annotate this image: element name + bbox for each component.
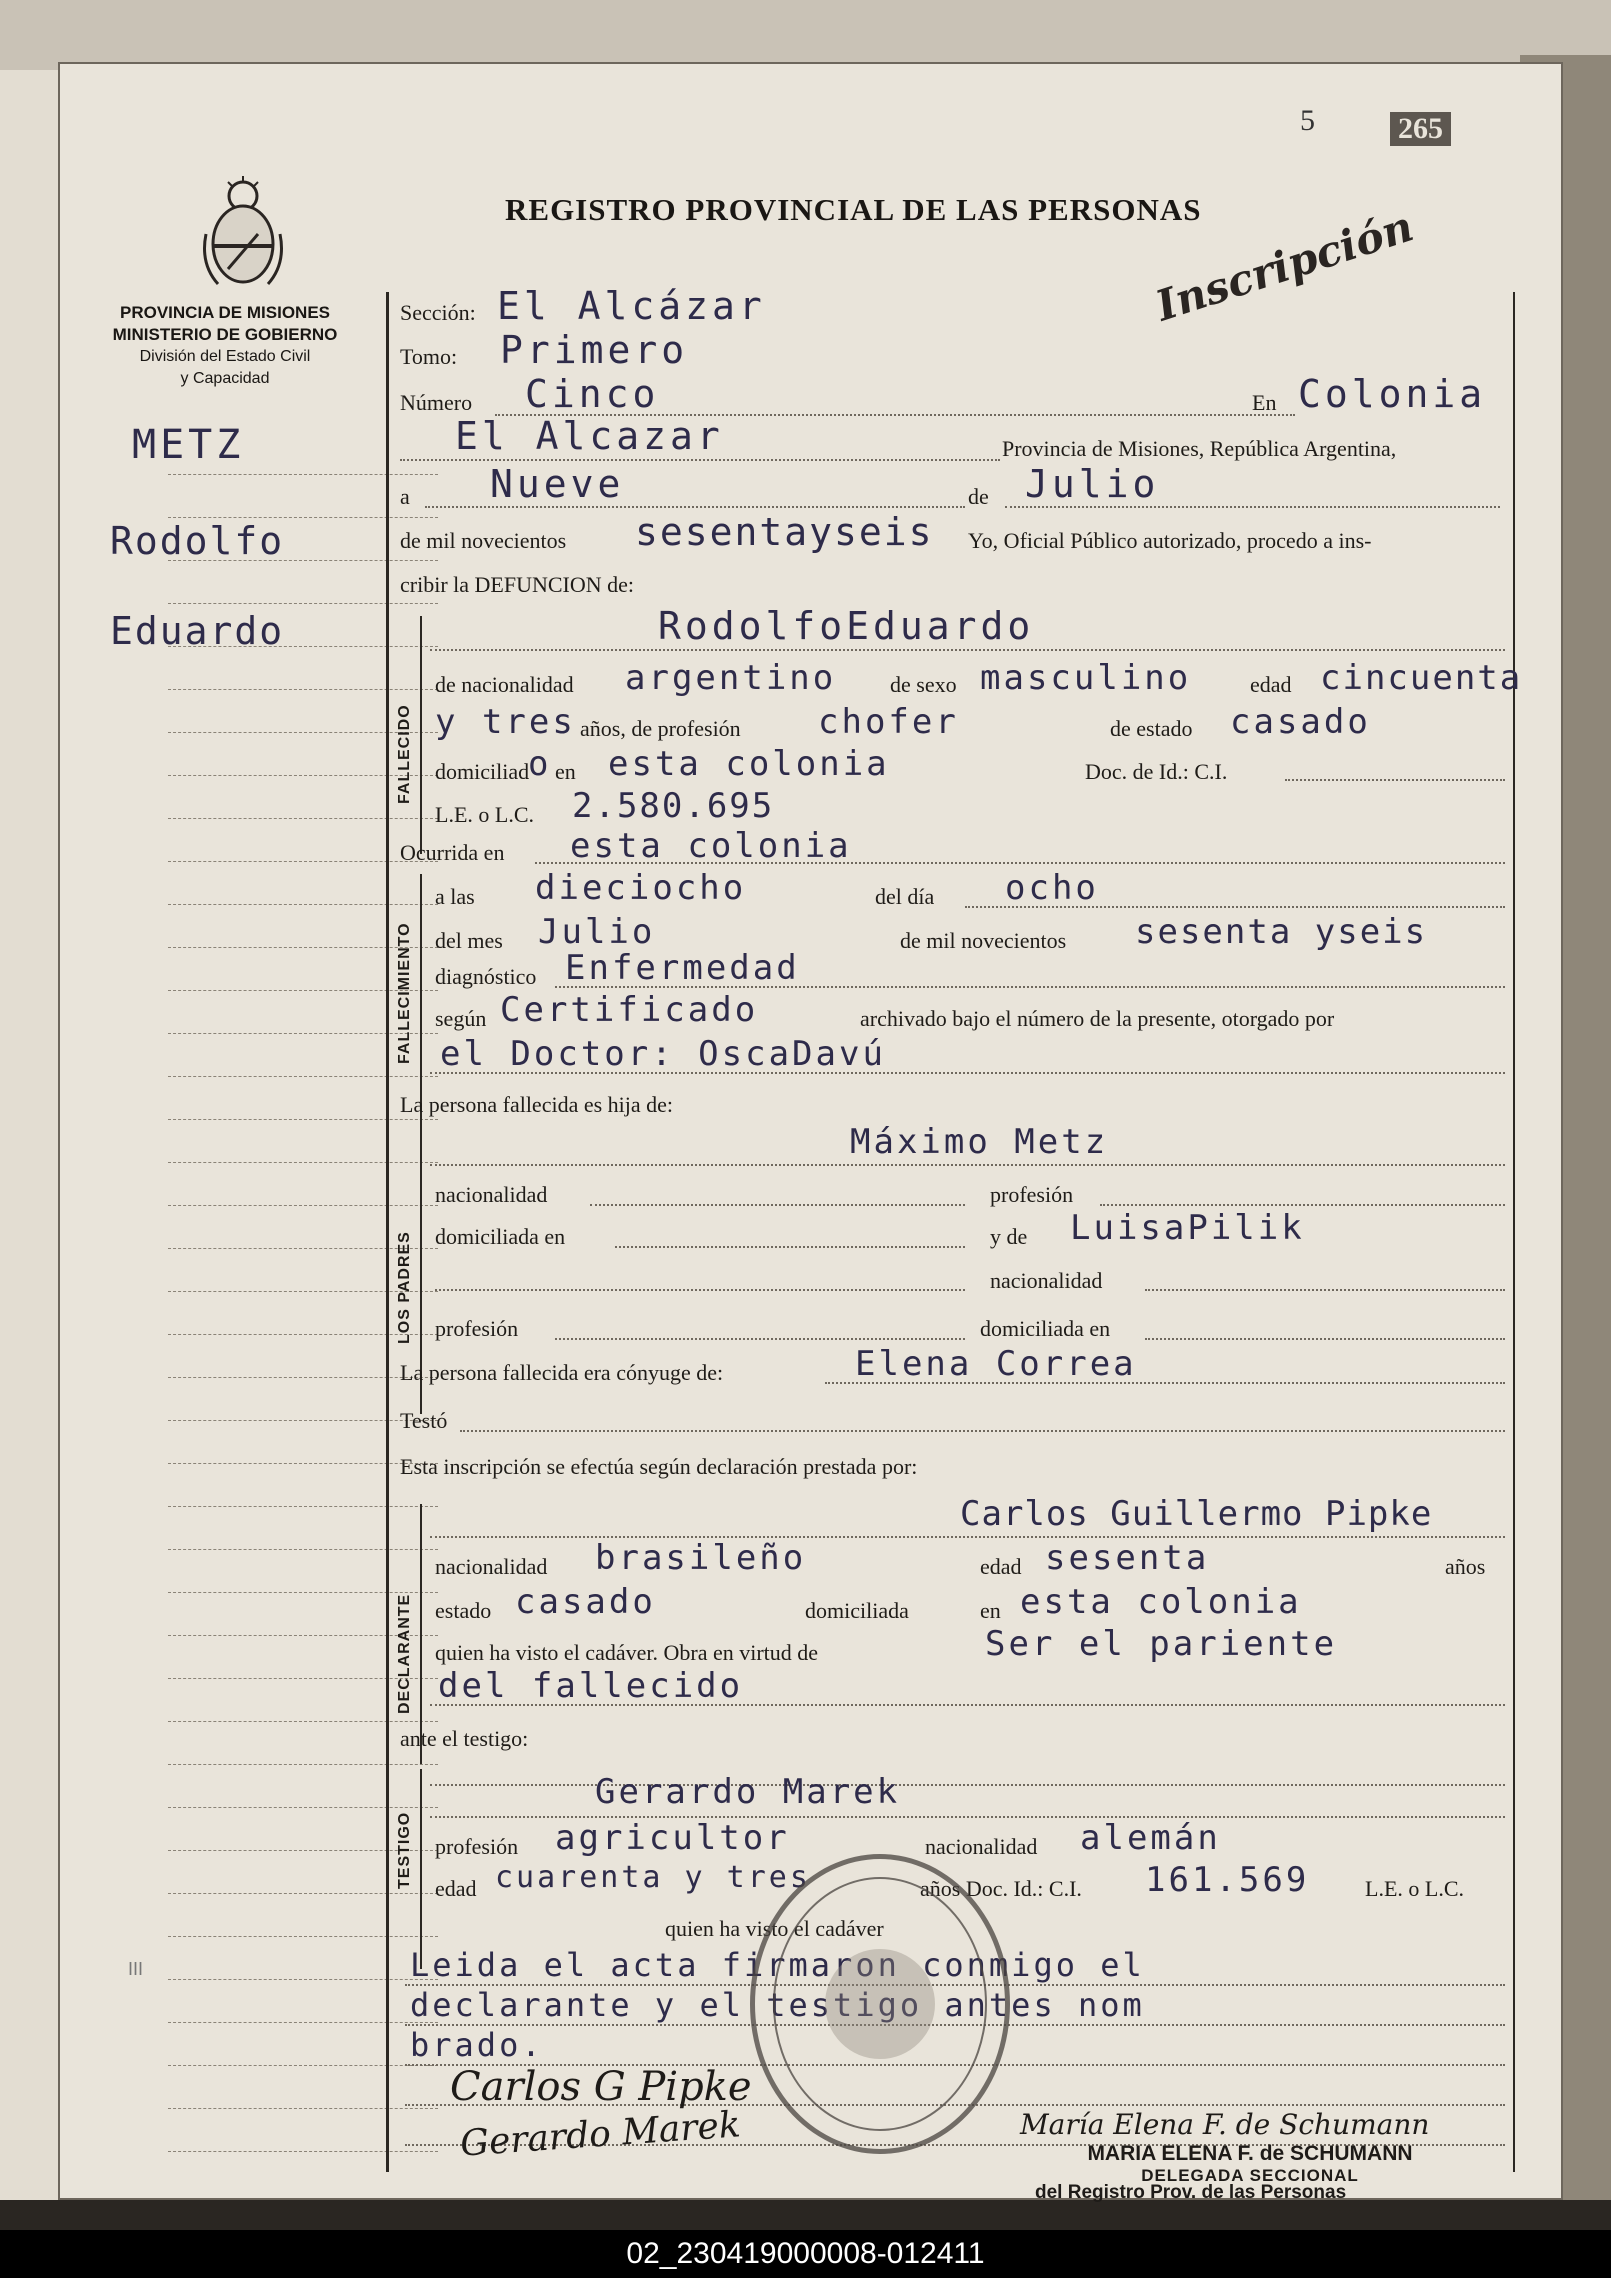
diagnostico-label: diagnóstico bbox=[435, 964, 537, 989]
margin-rule bbox=[168, 1979, 438, 1980]
padre-value: Máximo Metz bbox=[850, 1122, 1109, 1162]
lugar-value: El Alcazar bbox=[455, 414, 724, 458]
test-ci-value: 161.569 bbox=[1145, 1860, 1310, 1900]
de-label: de bbox=[968, 484, 989, 509]
testigo-name: Gerardo Marek bbox=[595, 1772, 901, 1812]
sexo-label: de sexo bbox=[890, 672, 957, 697]
page-number: 5 bbox=[1300, 104, 1315, 137]
ante-label: ante el testigo: bbox=[400, 1726, 529, 1751]
en-label: En bbox=[1252, 390, 1277, 415]
side-label-fallecimiento: FALLECIMIENTO bbox=[396, 922, 413, 1064]
signature-declarante: Carlos G Pipke bbox=[450, 2064, 752, 2110]
le-label: L.E. o L.C. bbox=[435, 802, 534, 827]
hija-label: La persona fallecida es hija de: bbox=[400, 1092, 674, 1117]
margin-rule bbox=[168, 2108, 438, 2109]
domicilio-o: o bbox=[528, 744, 552, 784]
decl-nacionalidad-label: nacionalidad bbox=[435, 1554, 548, 1579]
seccion-label: Sección: bbox=[400, 300, 476, 325]
doctor-value: el Doctor: OscaDavú bbox=[440, 1034, 886, 1074]
side-label-padres: LOS PADRES bbox=[396, 1231, 413, 1344]
anos-profesion-label: años, de profesión bbox=[580, 716, 741, 741]
le-value: 2.580.695 bbox=[572, 786, 775, 826]
document-page bbox=[58, 62, 1563, 2203]
test-profesion-label: profesión bbox=[435, 1834, 519, 1859]
margin-rule bbox=[168, 603, 438, 604]
segun-label: según bbox=[435, 1006, 487, 1031]
estado-label: de estado bbox=[1110, 716, 1193, 741]
margin-rule bbox=[168, 2022, 438, 2023]
official-seal-icon bbox=[750, 1854, 1010, 2154]
declarante-name: Carlos Guillermo Pipke bbox=[960, 1494, 1433, 1534]
testo-label: Testó bbox=[400, 1408, 448, 1433]
decl-virtud-value-2: del fallecido bbox=[438, 1666, 744, 1706]
inscripcion-annotation: Inscripción bbox=[1150, 201, 1420, 331]
decl-domicilio-label: domiciliada bbox=[805, 1598, 909, 1623]
margin-rule bbox=[168, 1119, 438, 1120]
en-label-2: en bbox=[555, 759, 576, 784]
oficial-label: Yo, Oficial Público autorizado, procedo a ins- bbox=[968, 528, 1372, 553]
test-profesion-value: agricultor bbox=[555, 1818, 790, 1858]
del-dia-label: del día bbox=[875, 884, 935, 909]
quien2-label: quien ha visto el cadáver bbox=[665, 1916, 884, 1941]
margin-surname: METZ bbox=[132, 422, 245, 468]
nacionalidad-value: argentino bbox=[625, 658, 837, 698]
padre-domicilio-label: domiciliada en bbox=[435, 1224, 566, 1249]
side-label-testigo: TESTIGO bbox=[396, 1811, 413, 1889]
margin-rule bbox=[168, 1506, 438, 1507]
margin-name-2: Eduardo bbox=[110, 609, 285, 653]
side-label-declarante: DECLARANTE bbox=[396, 1593, 413, 1714]
doc-label: Doc. de Id.: C.I. bbox=[1085, 759, 1228, 784]
hora-value: dieciocho bbox=[535, 868, 747, 908]
leida-line-3: brado. bbox=[410, 2026, 544, 2064]
decl-edad-value: sesenta bbox=[1045, 1538, 1210, 1578]
agency-capacity: y Capacidad bbox=[180, 370, 270, 387]
right-vertical-rule bbox=[1513, 292, 1515, 2172]
margin-rule bbox=[168, 861, 438, 862]
leida-line-1: Leida el acta firmaron conmigo el bbox=[410, 1946, 1145, 1984]
segun-value: Certificado bbox=[500, 990, 759, 1030]
tomo-value: Primero bbox=[500, 328, 689, 372]
nacionalidad-label: de nacionalidad bbox=[435, 672, 574, 697]
a-label: a bbox=[400, 484, 410, 509]
colonia-value: Colonia bbox=[1298, 372, 1487, 416]
edad-label: edad bbox=[1250, 672, 1292, 697]
conyuge-label: La persona fallecida era cónyuge de: bbox=[400, 1360, 724, 1385]
padre-profesion-label: profesión bbox=[990, 1182, 1074, 1207]
coat-of-arms-icon bbox=[198, 174, 288, 298]
madre-nacionalidad-label: nacionalidad bbox=[990, 1268, 1103, 1293]
leida-line-2: declarante y el testigo antes nom bbox=[410, 1986, 1145, 2024]
decl-anos-label: años bbox=[1445, 1554, 1486, 1579]
agency-division: División del Estado Civil bbox=[139, 348, 311, 365]
margin-name-1: Rodolfo bbox=[110, 519, 285, 563]
decl-estado-value: casado bbox=[515, 1582, 656, 1622]
decl-virtud-value: Ser el pariente bbox=[985, 1624, 1338, 1664]
image-caption: 02_230419000008-012411 bbox=[0, 2230, 1611, 2278]
sexo-value: masculino bbox=[980, 658, 1192, 698]
diagnostico-value: Enfermedad bbox=[565, 948, 800, 988]
test-doc-label: años Doc. Id.: C.I. bbox=[920, 1876, 1082, 1901]
margin-rule bbox=[168, 1205, 438, 1206]
margin-rule bbox=[168, 2065, 438, 2066]
decl-estado-label: estado bbox=[435, 1598, 492, 1623]
del-mes-label: del mes bbox=[435, 928, 503, 953]
quien-label: quien ha visto el cadáver. Obra en virtud de bbox=[435, 1640, 819, 1665]
anio-fall-value: sesenta yseis bbox=[1135, 912, 1428, 952]
margin-rule bbox=[168, 1377, 438, 1378]
test-edad-label: edad bbox=[435, 1876, 477, 1901]
margin-rule bbox=[168, 1463, 438, 1464]
margin-rule bbox=[168, 1076, 438, 1077]
dia-value: Nueve bbox=[490, 462, 625, 506]
margin-rule bbox=[168, 1893, 438, 1894]
official-org: del Registro Prov. de las Personas bbox=[1035, 2182, 1347, 2203]
test-nacionalidad-value: alemán bbox=[1080, 1818, 1221, 1858]
stamp-number: 265 bbox=[1390, 112, 1451, 146]
agency-province: PROVINCIA DE MISIONES bbox=[119, 303, 330, 322]
agency-ministry: MINISTERIO DE GOBIERNO bbox=[112, 325, 338, 344]
decl-nacionalidad-value: brasileño bbox=[595, 1538, 807, 1578]
decl-edad-label: edad bbox=[980, 1554, 1022, 1579]
test-le-label: L.E. o L.C. bbox=[1365, 1876, 1464, 1901]
test-edad-value: cuarenta y tres bbox=[495, 1860, 811, 1895]
numero-value: Cinco bbox=[525, 372, 660, 416]
provincia-label: Provincia de Misiones, República Argentina, bbox=[1002, 436, 1397, 461]
numero-label: Número bbox=[400, 390, 473, 415]
official-role: DELEGADA SECCIONAL bbox=[1141, 2166, 1359, 2185]
conyuge-value: Elena Correa bbox=[855, 1344, 1137, 1384]
side-label-fallecido: FALLECIDO bbox=[396, 704, 413, 804]
domicilio-value: esta colonia bbox=[608, 744, 890, 784]
cribir-label: cribir la DEFUNCION de: bbox=[400, 572, 635, 597]
margin-rule bbox=[168, 1162, 438, 1163]
estado-value: casado bbox=[1230, 702, 1371, 742]
ocurrida-label: Ocurrida en bbox=[400, 840, 505, 865]
ocurrida-value: esta colonia bbox=[570, 826, 852, 866]
de-mil-label-2: de mil novecientos bbox=[900, 928, 1067, 953]
margin-rule bbox=[168, 818, 438, 819]
padre-nacionalidad-label: nacionalidad bbox=[435, 1182, 548, 1207]
seccion-value: El Alcázar bbox=[497, 284, 766, 328]
margin-rule bbox=[168, 517, 438, 518]
official-name: MARIA ELENA F. de SCHUMANN bbox=[1087, 2142, 1413, 2165]
profesion-value: chofer bbox=[818, 702, 959, 742]
y-de-label: y de bbox=[990, 1224, 1028, 1249]
signature-testigo: Gerardo Marek bbox=[458, 2104, 742, 2165]
madre-domicilio-label: domiciliada en bbox=[980, 1316, 1111, 1341]
archivado-label: archivado bajo el número de la presente, otorgado por bbox=[860, 1006, 1335, 1031]
signature-official: María Elena F. de Schumann bbox=[1020, 2108, 1430, 2141]
test-nacionalidad-label: nacionalidad bbox=[925, 1834, 1038, 1859]
mes-fall-value: Julio bbox=[538, 912, 656, 952]
margin-rule bbox=[168, 1936, 438, 1937]
margin-rule bbox=[168, 1549, 438, 1550]
margin-rule bbox=[168, 1764, 438, 1765]
edad-value-2: y tres bbox=[435, 702, 576, 742]
dia-fall-value: ocho bbox=[1005, 868, 1099, 908]
madre-profesion-label: profesión bbox=[435, 1316, 519, 1341]
margin-rule bbox=[168, 904, 438, 905]
margin-rule bbox=[168, 2151, 438, 2152]
madre-value: LuisaPilik bbox=[1070, 1208, 1305, 1248]
a-las-label: a las bbox=[435, 884, 475, 909]
de-mil-label: de mil novecientos bbox=[400, 528, 567, 553]
margin-rule bbox=[168, 474, 438, 475]
mes-value: Julio bbox=[1025, 462, 1160, 506]
anio-value: sesentayseis bbox=[635, 510, 934, 554]
decl-domicilio-value: esta colonia bbox=[1020, 1582, 1302, 1622]
edad-value: cincuenta bbox=[1320, 658, 1523, 698]
fallecido-name: RodolfoEduardo bbox=[658, 604, 1035, 648]
margin-rule bbox=[168, 1721, 438, 1722]
margin-rule bbox=[168, 1420, 438, 1421]
document-title: REGISTRO PROVINCIAL DE LAS PERSONAS bbox=[505, 192, 1202, 227]
decl-en-label: en bbox=[980, 1598, 1001, 1623]
margin-rule bbox=[168, 1807, 438, 1808]
margin-rule bbox=[168, 689, 438, 690]
left-page-edge bbox=[0, 70, 62, 2200]
inscripcion-label: Esta inscripción se efectúa según declaración prestada por: bbox=[400, 1454, 918, 1479]
main-vertical-rule bbox=[386, 292, 389, 2172]
tomo-label: Tomo: bbox=[400, 344, 458, 369]
domiciliad-label: domiciliad bbox=[435, 759, 530, 784]
margin-mark: III bbox=[128, 1959, 144, 1979]
